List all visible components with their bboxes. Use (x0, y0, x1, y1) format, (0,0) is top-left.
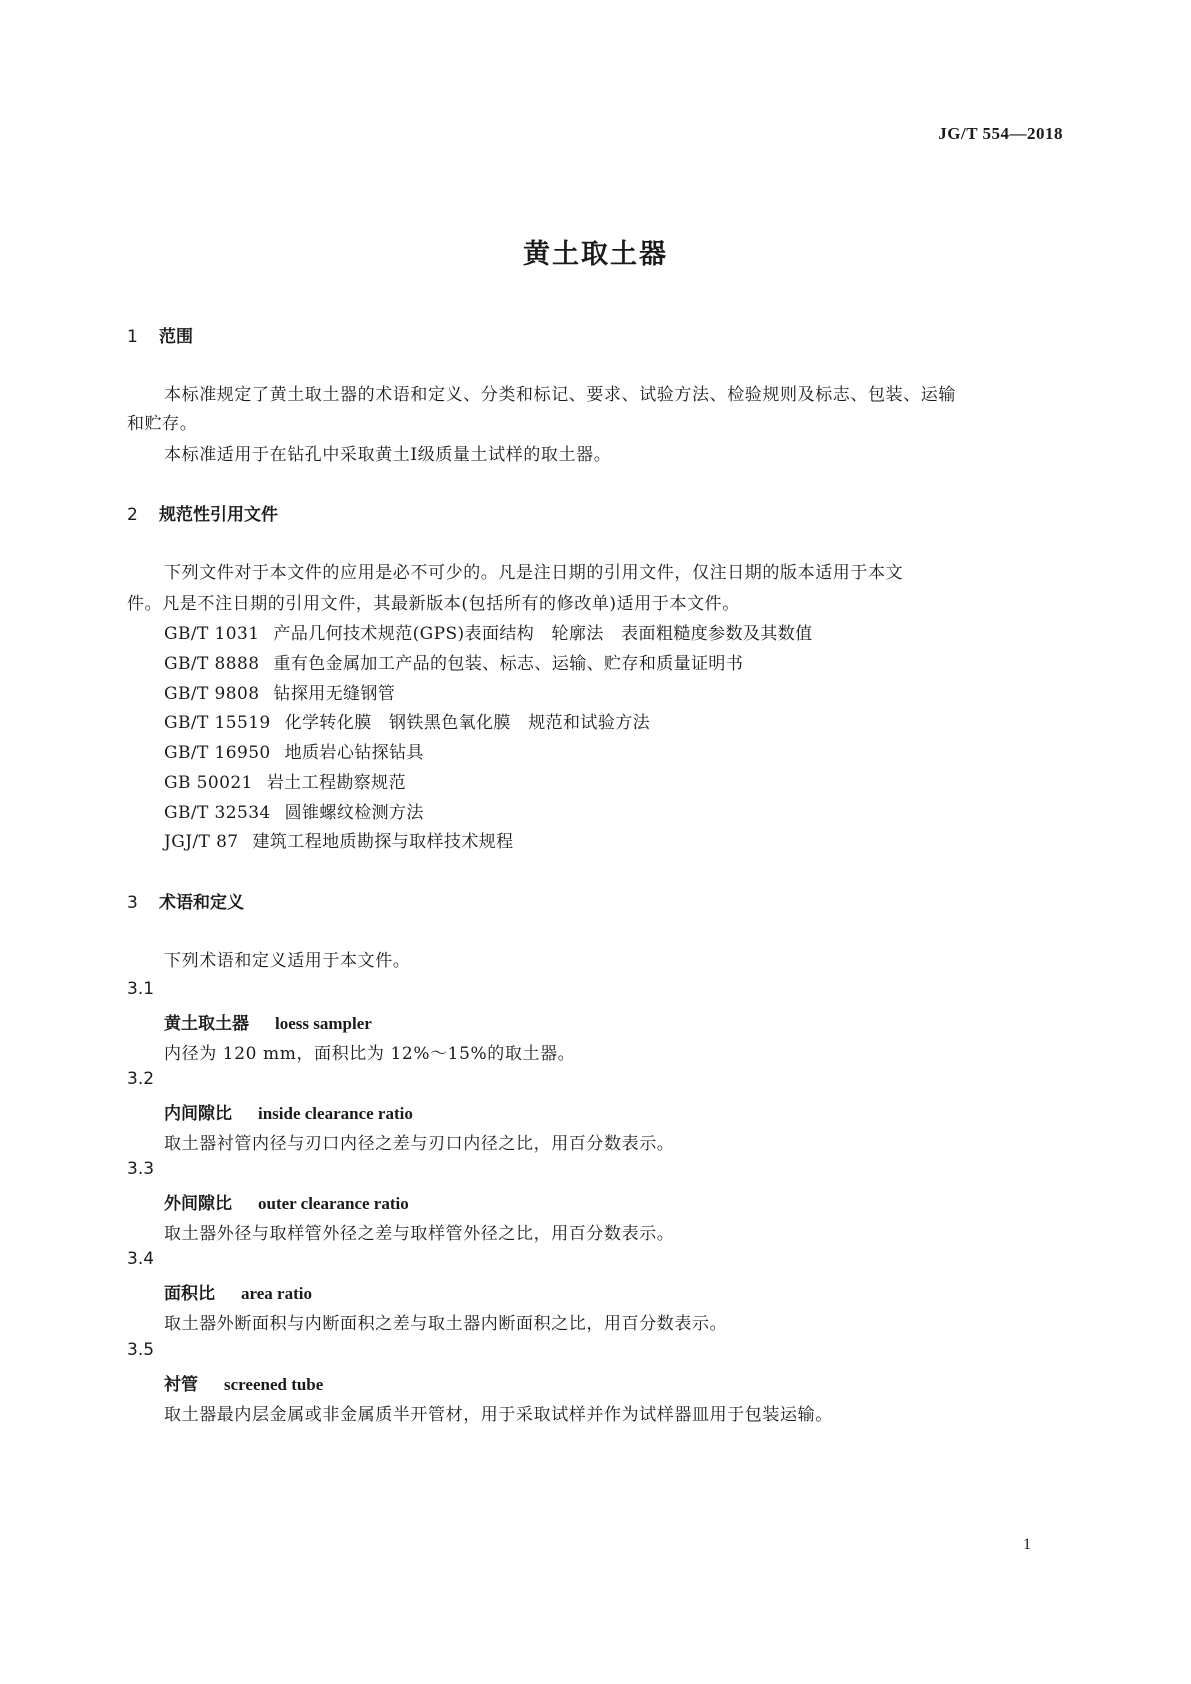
term-name-zh: 外间隙比 (164, 1194, 232, 1214)
term-name-en: loess sampler (275, 1014, 372, 1033)
section-2-intro-line: 件。凡是不注日期的引用文件，其最新版本(包括所有的修改单)适用于本文件。 (127, 594, 740, 614)
reference-title: 岩土工程勘察规范 (266, 773, 406, 793)
section-1-heading (127, 322, 193, 347)
reference-title: 钻探用无缝钢管 (273, 684, 396, 704)
reference-item (164, 679, 395, 704)
reference-title: 重有色金属加工产品的包装、标志、运输、贮存和质量证明书 (273, 654, 744, 674)
reference-code: GB 50021 (164, 773, 253, 793)
reference-code: GB/T 8888 (164, 654, 260, 674)
reference-code: GB/T 15519 (164, 713, 271, 733)
document-title: 黄土取土器 (523, 239, 668, 270)
term-definition: 取土器衬管内径与刃口内径之差与刃口内径之比，用百分数表示。 (164, 1134, 675, 1154)
reference-code: GB/T 32534 (164, 803, 271, 823)
reference-item (164, 619, 813, 644)
reference-code: GB/T 1031 (164, 624, 260, 644)
term-name-en: area ratio (241, 1284, 312, 1303)
section-3-heading (127, 888, 244, 913)
reference-item (164, 708, 650, 733)
section-1-paragraph-line: 本标准规定了黄土取土器的术语和定义、分类和标记、要求、试验方法、检验规则及标志、包装、运输 (164, 385, 956, 405)
term-number: 3.3 (127, 1159, 155, 1179)
term-name-zh: 内间隙比 (164, 1104, 232, 1124)
term-number: 3.2 (127, 1069, 155, 1089)
reference-title: 地质岩心钻探钻具 (284, 743, 424, 763)
term-number: 3.1 (127, 979, 155, 999)
reference-item (164, 768, 406, 793)
reference-code: GB/T 9808 (164, 684, 260, 704)
section-3-intro: 下列术语和定义适用于本文件。 (164, 951, 411, 971)
reference-item (164, 738, 424, 763)
section-title: 范围 (159, 327, 193, 347)
term-definition: 取土器外断面积与内断面积之差与取土器内断面积之比，用百分数表示。 (164, 1314, 728, 1334)
term-name (164, 1189, 409, 1214)
reference-title: 化学转化膜 钢铁黑色氧化膜 规范和试验方法 (284, 713, 651, 733)
section-2-heading (127, 500, 278, 525)
term-name-en: outer clearance ratio (258, 1194, 409, 1213)
term-name-en: screened tube (224, 1375, 324, 1394)
term-definition: 取土器外径与取样管外径之差与取样管外径之比，用百分数表示。 (164, 1224, 675, 1244)
reference-code: GB/T 16950 (164, 743, 271, 763)
reference-title: 建筑工程地质勘探与取样技术规程 (252, 832, 514, 852)
term-name-zh: 黄土取土器 (164, 1014, 249, 1034)
term-definition: 内径为 120 mm，面积比为 12%～15%的取土器。 (164, 1044, 576, 1064)
section-title: 规范性引用文件 (159, 505, 278, 525)
term-name (164, 1009, 372, 1034)
reference-item (164, 649, 743, 674)
section-1-paragraph: 本标准适用于在钻孔中采取黄土Ⅰ级质量土试样的取土器。 (164, 445, 612, 465)
section-1-paragraph-line: 和贮存。 (127, 414, 198, 434)
term-number: 3.4 (127, 1249, 155, 1269)
section-number: 1 (127, 327, 138, 347)
term-name-zh: 面积比 (164, 1284, 215, 1304)
reference-code: JGJ/T 87 (164, 832, 239, 852)
page-number: 1 (1023, 1536, 1031, 1553)
reference-title: 圆锥螺纹检测方法 (284, 803, 424, 823)
section-2-intro-line: 下列文件对于本文件的应用是必不可少的。凡是注日期的引用文件，仅注日期的版本适用于本文 (164, 563, 904, 583)
term-name (164, 1279, 312, 1304)
term-name (164, 1099, 413, 1124)
term-definition: 取土器最内层金属或非金属质半开管材，用于采取试样并作为试样器皿用于包装运输。 (164, 1405, 833, 1425)
term-name-zh: 衬管 (164, 1375, 198, 1395)
section-number: 3 (127, 893, 138, 913)
reference-title: 产品几何技术规范(GPS)表面结构 轮廓法 表面粗糙度参数及其数值 (273, 624, 813, 644)
reference-item (164, 827, 514, 852)
term-name-en: inside clearance ratio (258, 1104, 413, 1123)
section-number: 2 (127, 505, 138, 525)
term-number: 3.5 (127, 1340, 155, 1360)
term-name (164, 1370, 323, 1395)
section-title: 术语和定义 (159, 893, 244, 913)
reference-item (164, 798, 424, 823)
standard-code: JG/T 554—2018 (938, 124, 1063, 143)
